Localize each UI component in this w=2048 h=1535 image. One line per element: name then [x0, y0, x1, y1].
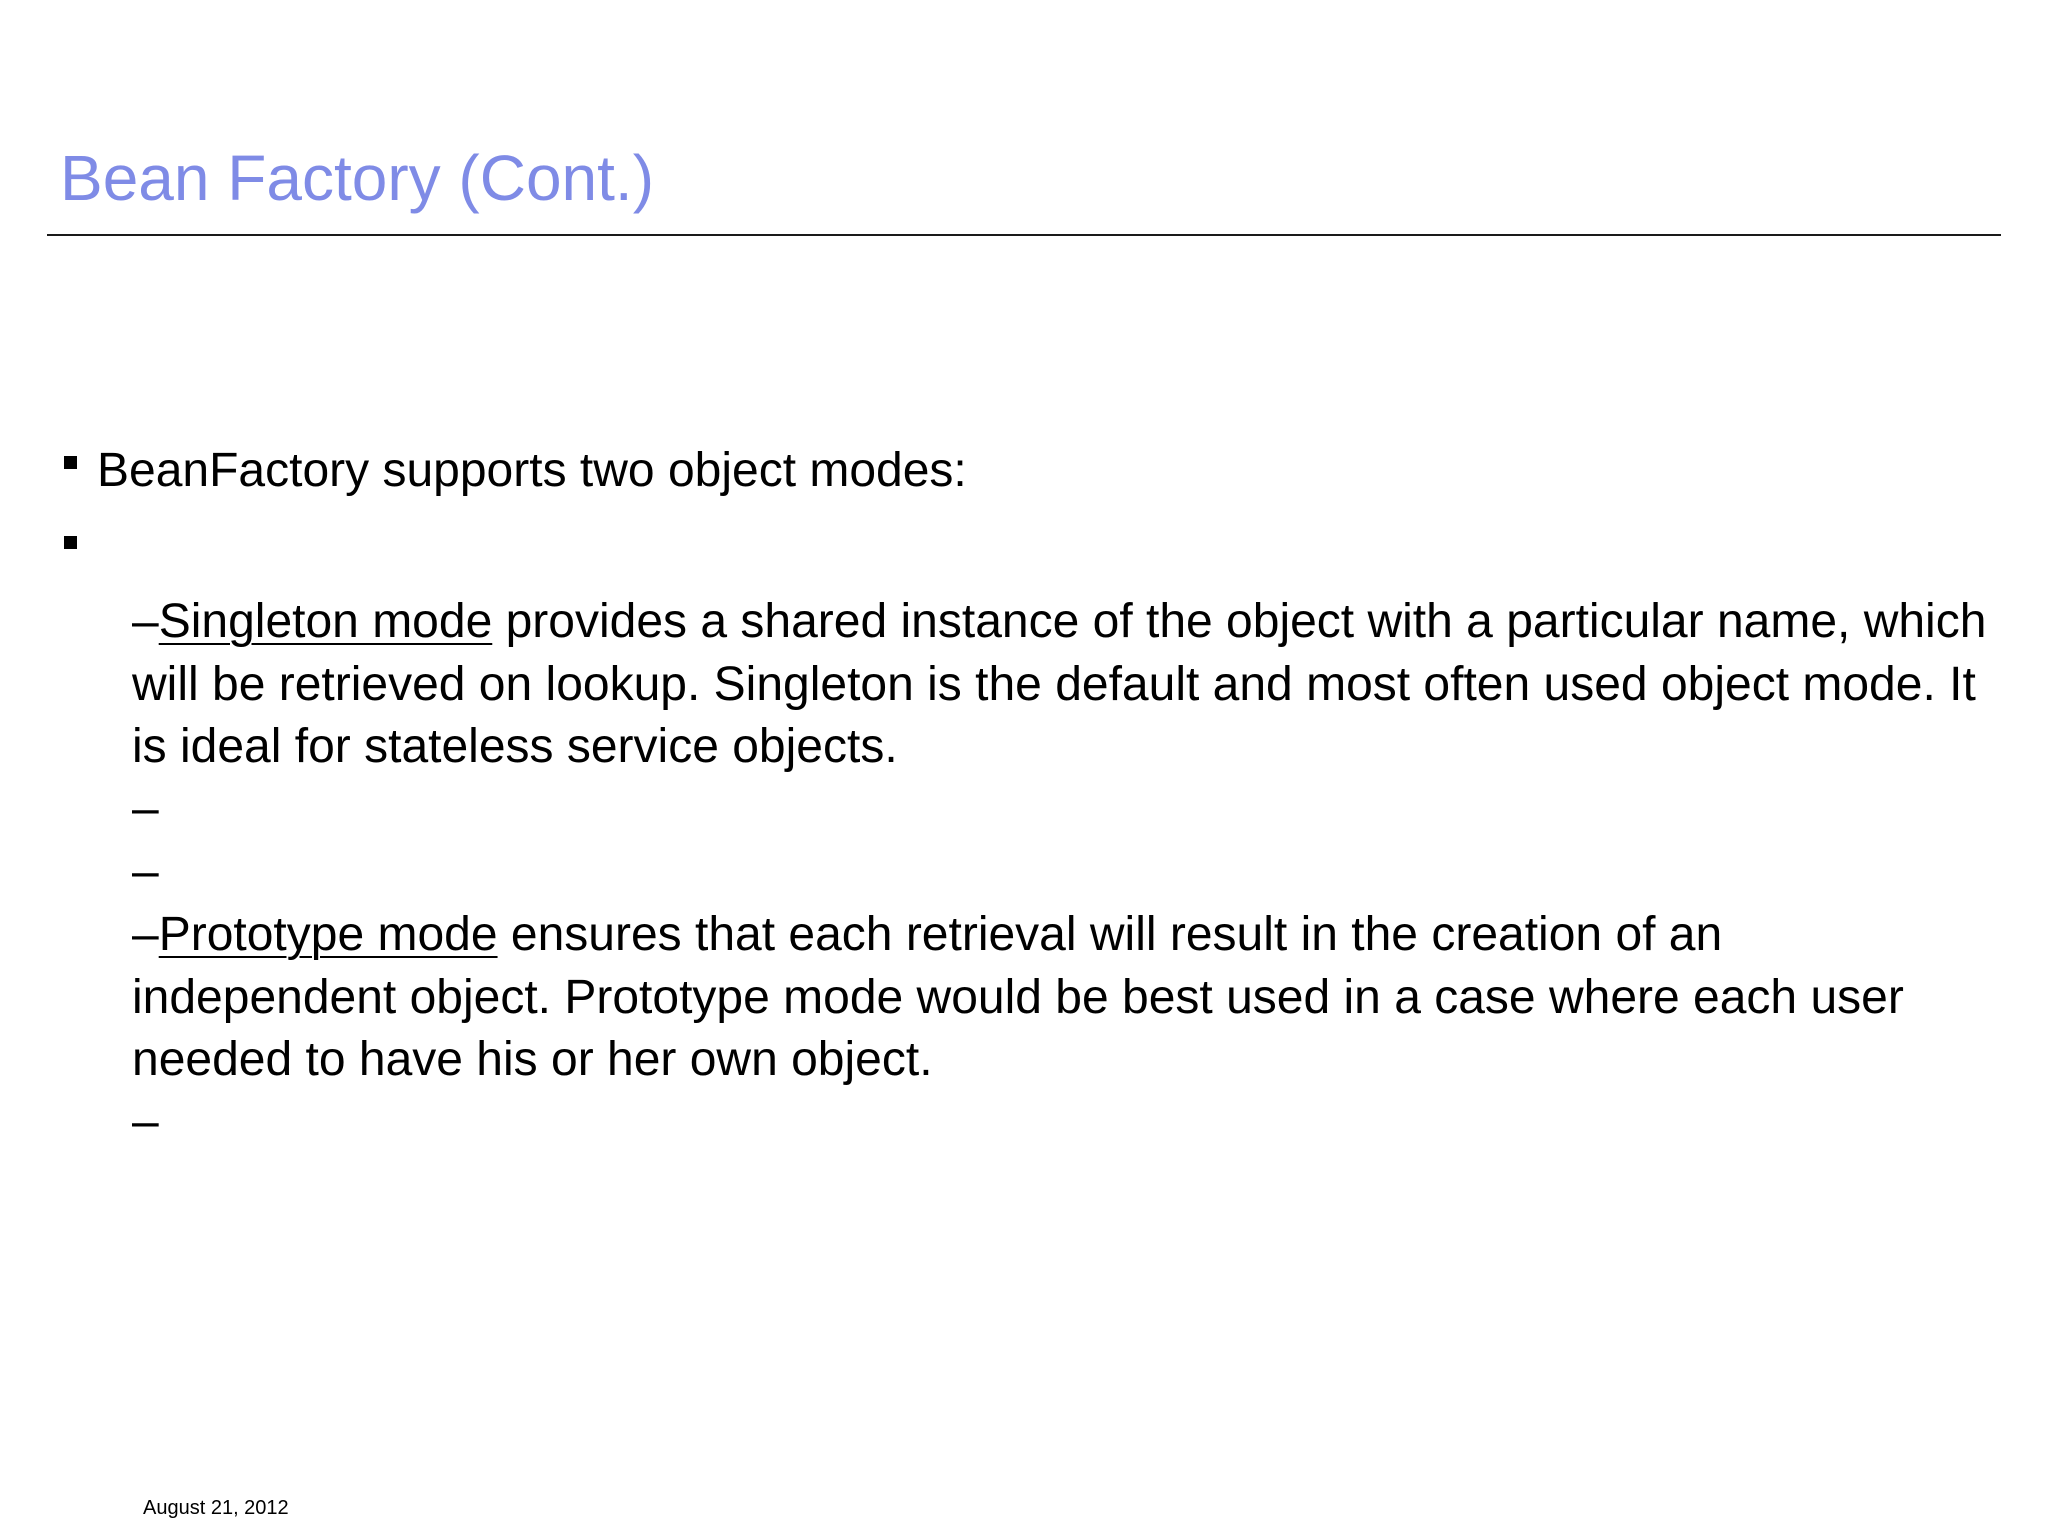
term-prototype-mode: Prototype mode: [158, 908, 498, 961]
term-singleton-mode: Singleton mode: [158, 595, 493, 648]
bullet-item: [64, 440, 967, 502]
footer-date: August 21, 2012: [143, 1497, 289, 1519]
sub-item-text: ensures that each retrieval will result in the creation of an independent object. Prototype mode would be best used in a case where each user needed to have his or her own object.: [132, 908, 1904, 1086]
sub-item-text: provides a shared instance of the object with a particular name, which will be retrieved on lookup. Singleton is the default and most often used object mode. It is ideal for stateless service objects.: [132, 595, 1987, 773]
sub-item-prototype: [132, 904, 1992, 1092]
square-bullet-icon: [64, 456, 77, 469]
square-bullet-icon: [64, 536, 77, 549]
slide-title: Bean Factory (Cont.): [60, 142, 654, 214]
dash-marker: –: [132, 595, 159, 648]
bullet-text: BeanFactory supports two object modes:: [97, 444, 967, 497]
empty-sub-item: –: [132, 845, 159, 898]
empty-sub-item: –: [132, 782, 159, 835]
empty-sub-item: –: [132, 1095, 159, 1148]
bullet-item: [64, 520, 97, 582]
sub-item-singleton: [132, 591, 1992, 779]
dash-marker: –: [132, 908, 159, 961]
